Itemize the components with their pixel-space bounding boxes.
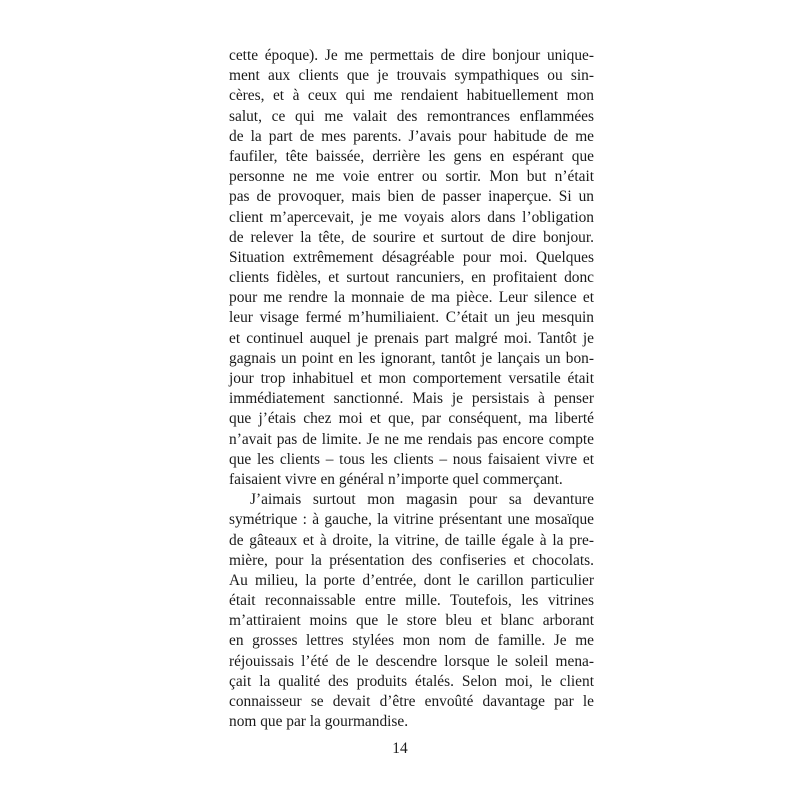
text-line: Au milieu, la porte d’entrée, dont le carillon particulier [229, 571, 594, 589]
text-line: faufiler, tête baissée, derrière les gens en espérant que [229, 147, 594, 165]
text-line: mière, pour la présentation des confiseries et chocolats. [229, 551, 594, 569]
text-line: symétrique : à gauche, la vitrine présentant une mosaïque [229, 511, 594, 529]
text-line: çait la qualité des produits étalés. Selon moi, le client [229, 672, 594, 690]
text-line: n’avait pas de limite. Je ne me rendais pas encore compte [229, 430, 594, 448]
text-line: faisaient vivre en général n’importe quel commerçant. [229, 470, 563, 488]
text-line: que j’étais chez moi et que, par conséquent, ma liberté [229, 410, 594, 428]
text-line: réjouissais l’été de le descendre lorsque le soleil mena- [229, 652, 594, 670]
paragraph-first-line: J’aimais surtout mon magasin pour sa devanture [250, 491, 594, 509]
text-line: jour trop inhabituel et mon comportement versatile était [229, 370, 594, 387]
text-line: était reconnaissable entre mille. Toutefois, les vitrines [229, 592, 594, 610]
text-line: que les clients – tous les clients – nous faisaient vivre et [229, 450, 594, 468]
text-line: client m’apercevait, je me voyais alors dans l’obligation [229, 208, 594, 226]
text-line: immédiatement sanctionné. Mais je persistais à penser [229, 390, 594, 408]
text-line: connaisseur se devait d’être envoûté davantage par le [229, 693, 594, 710]
text-line: clients fidèles, et surtout rancuniers, en profitaient donc [229, 269, 594, 287]
text-line: personne ne me voie entrer ou sortir. Mon but n’était [229, 168, 594, 186]
text-line: cette époque). Je me permettais de dire bonjour unique- [229, 47, 594, 64]
text-line: de la part de mes parents. J’avais pour habitude de me [229, 127, 594, 145]
text-line: en grosses lettres stylées mon nom de famille. Je me [229, 632, 594, 650]
text-line: leur visage fermé m’humiliaient. C’était un jeu mesquin [229, 309, 594, 327]
text-line: cères, et à ceux qui me rendaient habituellement mon [229, 87, 594, 105]
text-line: ment aux clients que je trouvais sympathiques ou sin- [229, 67, 594, 85]
text-line: salut, ce qui me valait des remontrances enflammées [229, 107, 594, 125]
text-line: nom que par la gourmandise. [229, 713, 409, 731]
text-line: Situation extrêmement désagréable pour moi. Quelques [229, 248, 594, 266]
text-line: et continuel auquel je prenais part malgré moi. Tantôt je [229, 329, 594, 347]
text-line: gagnais un point en les ignorant, tantôt je lançais un bon- [229, 349, 594, 367]
text-line: m’attiraient moins que le store bleu et blanc arborant [229, 612, 594, 630]
text-line: de gâteaux et à droite, la vitrine, de taille égale à la pre- [229, 531, 594, 549]
body-text [229, 46, 594, 732]
text-line: de relever la tête, de sourire et surtout de dire bonjour. [229, 228, 594, 246]
page-number: 14 [392, 740, 408, 757]
text-line: pas de provoquer, mais bien de passer inaperçue. Si un [229, 188, 594, 206]
text-line: pour me rendre la monnaie de ma pièce. Leur silence et [229, 289, 594, 307]
